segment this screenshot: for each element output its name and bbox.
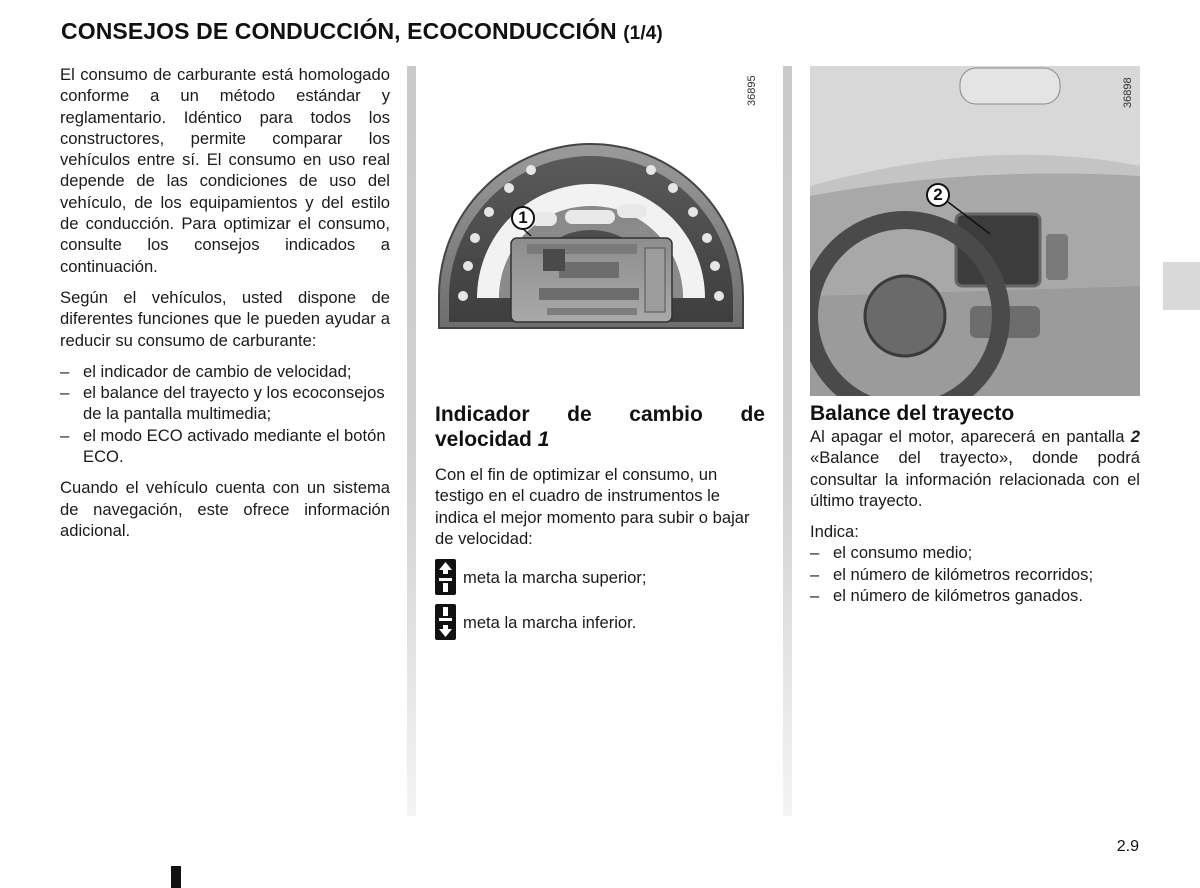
title-text: CONSEJOS DE CONDUCCIÓN, ECOCONDUCCIÓN: [61, 18, 617, 44]
steering-hub: [865, 276, 945, 356]
instrument-cluster-illustration: [419, 66, 764, 396]
crop-mark: [171, 866, 181, 888]
section-title: Balance del trayecto: [810, 402, 1015, 425]
section-title: [435, 402, 765, 452]
column-divider: [407, 66, 416, 816]
lcd-bar-gauge: [645, 248, 665, 312]
list-item: – el indicador de cambio de velocidad;: [60, 361, 390, 382]
dashboard-figure: [810, 66, 1140, 396]
section-body: [810, 426, 1140, 511]
functions-paragraph: Según el vehículos, usted dispone de diferentes funciones que le pueden ayudar a reducir su consumo de carburante:: [60, 287, 390, 350]
rear-view-mirror: [960, 68, 1060, 104]
section-title-number: 1: [537, 428, 550, 451]
instrument-cluster-figure: [419, 66, 764, 396]
callout-marker: 1: [511, 206, 535, 230]
list-item: – el número de kilómetros ganados.: [810, 585, 1140, 606]
list-item: – el número de kilómetros recorridos;: [810, 564, 1140, 585]
functions-list: [60, 361, 390, 467]
figure-number: 36895: [746, 75, 758, 106]
list-item: – el modo ECO activado mediante el botón ECO.: [60, 425, 390, 468]
shift-down-row: [435, 604, 765, 640]
list-item: – el consumo medio;: [810, 542, 1140, 563]
shift-down-text: meta la marcha inferior.: [463, 612, 637, 632]
lcd-speed-digits: [559, 262, 619, 278]
stop-tell-tale: [617, 204, 647, 218]
section-body: Con el fin de optimizar el consumo, un testigo en el cuadro de instrumentos le indica el mejor momento para subir o bajar de velocidad:: [435, 465, 750, 548]
intro-column: [60, 64, 390, 551]
gear-shift-section: [435, 402, 765, 640]
page-title: [61, 18, 663, 45]
callout-marker: 2: [926, 183, 950, 207]
dashboard-illustration: [810, 66, 1140, 396]
navigation-paragraph: Cuando el vehículo cuenta con un sistema de navegación, este ofrece información adicional.: [60, 478, 390, 540]
gear-indicator-block: [543, 249, 565, 271]
shift-up-row: [435, 559, 765, 595]
screen-reference-number: 2: [1130, 427, 1140, 446]
eco-tell-tale: [565, 210, 615, 224]
lcd-unit-labels: [547, 308, 637, 315]
section-title-text: Indicador de cambio de velocidad: [435, 403, 765, 451]
trip-summary-list: [810, 542, 1140, 606]
column-divider: [783, 66, 792, 816]
list-item: – el balance del trayecto y los ecoconsejos de la pantalla multimedia;: [60, 382, 390, 425]
shift-up-icon: [435, 559, 456, 595]
body-text: Al apagar el motor, aparecerá en pantalla: [810, 427, 1125, 446]
trip-summary-section: [810, 402, 1140, 616]
lcd-odometer-digits: [539, 288, 639, 300]
page-number: 2.9: [1116, 838, 1139, 855]
figure-number: 36898: [1122, 77, 1134, 108]
intro-paragraph: El consumo de carburante está homologado conforme a un método estándar y reglamentario. Idéntico para todos los constructores, permite comparar los vehículos entre sí. El consumo en uso real depende de las condiciones de uso del vehículo, de los equipamientos y del estilo de conducción. Para optimizar el consumo, consulte los consejos indicados a continuación.: [60, 65, 390, 276]
shift-down-icon: [435, 604, 456, 640]
chapter-edge-tab: [1163, 262, 1200, 310]
body-text: «Balance del trayecto», donde podrá consultar la información relacionada con el último trayecto.: [810, 448, 1140, 510]
indica-label: Indica:: [810, 522, 859, 542]
shift-up-text: meta la marcha superior;: [463, 567, 647, 587]
title-part: (1/4): [623, 23, 663, 44]
air-vent: [1046, 234, 1068, 280]
